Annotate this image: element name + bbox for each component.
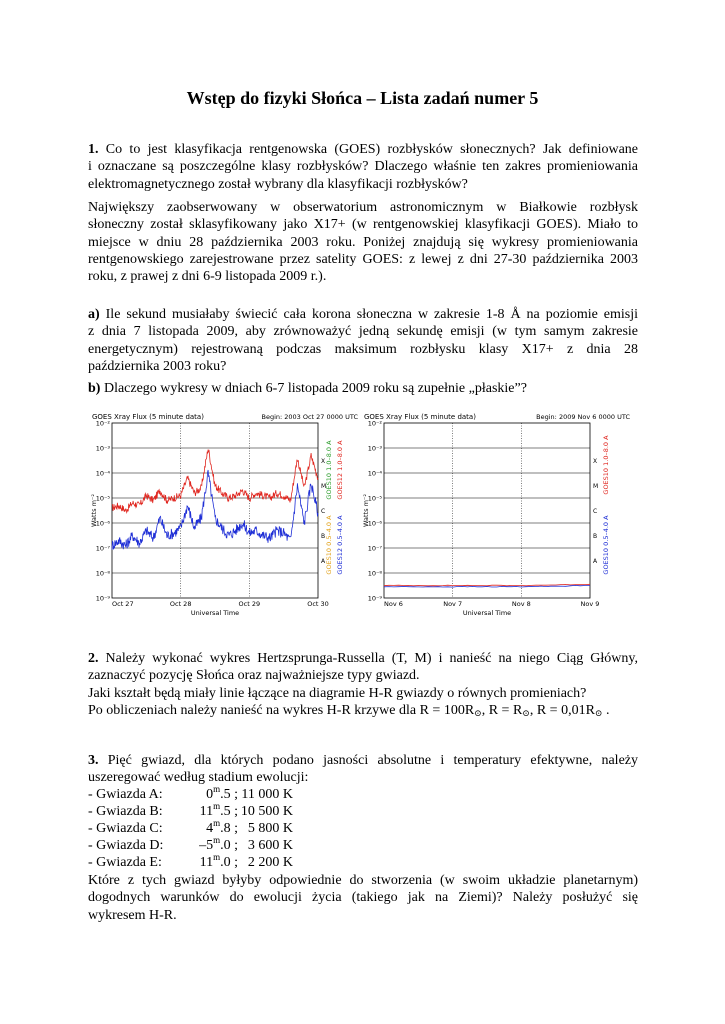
x-tick-label: Nov 9 bbox=[580, 600, 600, 608]
mag-frac: .5 ; bbox=[220, 804, 238, 819]
sun-symbol-2: ⊙ bbox=[522, 707, 530, 718]
task3-closing-line-1: Które z tych gwiazd byłyby odpowiednie do stworzenia (w swoim układzie planetarnym) bbox=[88, 873, 638, 888]
task2-r3: , R = 0,01R bbox=[529, 702, 595, 718]
star-name: - Gwiazda C: bbox=[88, 821, 163, 836]
task1-a-label: a) bbox=[88, 307, 100, 322]
legend-entry: GOES10 1.0–8.0 A bbox=[325, 440, 333, 500]
star-row bbox=[88, 854, 388, 871]
class-label: C bbox=[321, 508, 326, 515]
task1-context-line-4: rentgenowskiego zarejestrowane przez satelity GOES: z lewej z dni 27-30 października 2003 bbox=[88, 251, 638, 267]
x-axis-label: Universal Time bbox=[190, 609, 240, 617]
y-tick-label: 10⁻⁵ bbox=[367, 494, 382, 503]
star-row bbox=[88, 803, 388, 820]
task1-a-line-2: z dnia 7 listopada 2009, aby zrównoważyć jedną sekundę emisji (w tym samym zakresie bbox=[88, 324, 638, 340]
plot-frame bbox=[384, 423, 590, 598]
class-label: A bbox=[593, 558, 598, 565]
star-magnitude bbox=[178, 837, 238, 854]
x-tick-label: Nov 8 bbox=[511, 600, 531, 608]
y-tick-label: 10⁻⁹ bbox=[367, 594, 382, 603]
task3-number: 3. bbox=[88, 753, 99, 768]
task2-line-1: Należy wykonać wykres Hertzsprunga-Russella (T, M) i nanieść na niego Ciąg Główny, bbox=[98, 651, 638, 666]
x-tick-label: Nov 7 bbox=[443, 600, 463, 608]
y-tick-label: 10⁻² bbox=[95, 419, 110, 428]
x-axis-label: Universal Time bbox=[462, 609, 512, 617]
mag-sup: m bbox=[213, 835, 221, 845]
chart-begin-label: Begin: 2003 Oct 27 0000 UTC bbox=[261, 413, 358, 421]
star-temperature: 3 600 K bbox=[247, 838, 293, 853]
chart-title: GOES Xray Flux (5 minute data) bbox=[92, 413, 204, 421]
y-tick-label: 10⁻³ bbox=[95, 444, 110, 453]
task2-line-4 bbox=[88, 702, 638, 719]
legend-entry: GOES10 0.5–4.0 A bbox=[602, 515, 610, 575]
task3-question bbox=[88, 752, 638, 787]
task2-r2: , R = R bbox=[481, 702, 523, 718]
y-tick-label: 10⁻⁷ bbox=[95, 544, 110, 553]
task1-a-line-4: października 2003 roku? bbox=[88, 358, 227, 374]
task1-a bbox=[88, 306, 638, 375]
y-tick-label: 10⁻⁴ bbox=[95, 469, 110, 478]
class-label: M bbox=[321, 483, 327, 490]
goes-chart-2003 bbox=[90, 410, 360, 625]
task3-closing-line-2: dogodnych warunków do ewolucji życia (takiego jak na Ziemi)? Należy posłużyć się bbox=[88, 890, 638, 906]
page-title: Wstęp do fizyki Słońca – Lista zadań numer 5 bbox=[186, 88, 539, 108]
y-axis-label: Watts m⁻² bbox=[362, 494, 370, 527]
class-label: X bbox=[321, 458, 326, 465]
task1-context bbox=[88, 199, 638, 285]
task2-end: . bbox=[602, 702, 610, 718]
star-magnitude bbox=[178, 820, 238, 837]
goes-chart-2009 bbox=[362, 410, 632, 625]
legend-entry: GOES12 0.5–4.0 A bbox=[336, 515, 344, 575]
star-magnitude bbox=[178, 854, 238, 871]
task1-number: 1. bbox=[88, 142, 99, 157]
goes-chart-2003-svg bbox=[90, 410, 360, 620]
y-tick-label: 10⁻² bbox=[367, 419, 382, 428]
task1-line-1: Co to jest klasyfikacja rentgenowska (GOES) rozbłysków słonecznych? Jak definiowane bbox=[98, 142, 638, 157]
star-row bbox=[88, 837, 388, 854]
legend-entry: GOES10 0.5–4.0 A bbox=[325, 515, 333, 575]
chart-title: GOES Xray Flux (5 minute data) bbox=[364, 413, 476, 421]
star-list bbox=[88, 786, 388, 871]
mag-int: 11 bbox=[199, 855, 214, 870]
task2-line-2: zaznaczyć pozycję Słońca oraz najważniejsze typy gwiazd. bbox=[88, 668, 420, 684]
chart-begin-label: Begin: 2009 Nov 6 0000 UTC bbox=[536, 413, 630, 421]
star-name: - Gwiazda A: bbox=[88, 787, 163, 802]
star-magnitude bbox=[178, 803, 238, 820]
star-temperature: 2 200 K bbox=[247, 855, 293, 870]
plot-frame bbox=[112, 423, 318, 598]
mag-sup: m bbox=[213, 801, 221, 811]
class-label: X bbox=[593, 458, 598, 465]
goes-chart-2009-svg bbox=[362, 410, 632, 620]
y-tick-label: 10⁻⁸ bbox=[95, 569, 110, 578]
class-label: C bbox=[593, 508, 598, 515]
star-name: - Gwiazda E: bbox=[88, 855, 162, 870]
star-magnitude bbox=[178, 786, 238, 803]
task1-context-line-5: roku, z prawej z dni 6-9 listopada 2009 r.). bbox=[88, 269, 327, 285]
y-tick-label: 10⁻⁶ bbox=[95, 519, 110, 528]
star-temperature: 5 800 K bbox=[247, 821, 293, 836]
legend-entry: GOES12 1.0–8.0 A bbox=[336, 440, 344, 500]
star-row bbox=[88, 820, 388, 837]
mag-int: 4 bbox=[206, 821, 214, 836]
task1-question bbox=[88, 141, 638, 193]
mag-frac: .0 ; bbox=[220, 855, 238, 870]
class-label: A bbox=[321, 558, 326, 565]
mag-frac: .0 ; bbox=[220, 838, 238, 853]
task1-b bbox=[88, 380, 638, 397]
y-tick-label: 10⁻³ bbox=[367, 444, 382, 453]
mag-frac: .5 ; bbox=[220, 787, 238, 802]
task2-question bbox=[88, 650, 638, 719]
task1-context-line-2: słoneczny został sklasyfikowany jako X17+ (w rentgenowskiej klasyfikacji GOES). Miało to bbox=[88, 217, 638, 233]
y-tick-label: 10⁻⁷ bbox=[367, 544, 382, 553]
mag-int: 11 bbox=[199, 804, 214, 819]
task1-line-3: elektromagnetycznego został wybrany dla klasyfikacji rozbłysków? bbox=[88, 176, 468, 192]
star-name: - Gwiazda D: bbox=[88, 838, 164, 853]
star-temperature: 11 000 K bbox=[241, 787, 293, 802]
class-label: B bbox=[321, 533, 326, 540]
x-tick-label: Oct 28 bbox=[169, 600, 192, 608]
star-temperature: 10 500 K bbox=[240, 804, 293, 819]
mag-frac: .8 ; bbox=[220, 821, 238, 836]
star-row bbox=[88, 786, 388, 803]
task3-closing-line-3: wykresem H-R. bbox=[88, 907, 177, 923]
task1-context-line-1: Największy zaobserwowany w obserwatorium astronomicznym w Białkowie rozbłysk bbox=[88, 200, 638, 215]
task1-b-label: b) bbox=[88, 381, 101, 396]
x-tick-label: Oct 30 bbox=[307, 600, 329, 608]
y-axis-label: Watts m⁻² bbox=[90, 494, 98, 527]
sun-symbol-1: ⊙ bbox=[474, 707, 482, 718]
task2-line-3: Jaki kształt będą miały linie łączące na diagramie H-R gwiazdy o równych promieniach? bbox=[88, 685, 587, 701]
mag-sup: m bbox=[213, 784, 221, 794]
task3-line-2: uszeregować według stadium ewolucji: bbox=[88, 770, 309, 786]
task3-line-1: Pięć gwiazd, dla których podano jasności absolutne i temperatury efektywne, należy bbox=[98, 753, 638, 768]
class-label: M bbox=[593, 483, 599, 490]
task1-b-text: Dlaczego wykresy w dniach 6-7 listopada 2009 roku są zupełnie „płaskie”? bbox=[100, 381, 527, 396]
mag-sup: m bbox=[213, 852, 221, 862]
task1-context-line-3: miejsce w dniu 28 października 2003 roku. Poniżej znajdują się wykresy promieniowania bbox=[88, 234, 638, 250]
x-tick-label: Oct 27 bbox=[112, 600, 134, 608]
y-tick-label: 10⁻⁸ bbox=[367, 569, 382, 578]
task3-closing bbox=[88, 872, 638, 924]
y-tick-label: 10⁻⁵ bbox=[95, 494, 110, 503]
y-tick-label: 10⁻⁶ bbox=[367, 519, 382, 528]
class-label: B bbox=[593, 533, 598, 540]
task1-line-2: i oznaczane są poszczególne klasy rozbłysków? Dlaczego właśnie ten zakres promieniowania bbox=[88, 159, 638, 175]
x-tick-label: Oct 29 bbox=[238, 600, 261, 608]
sun-symbol-3: ⊙ bbox=[594, 707, 603, 718]
x-tick-label: Nov 6 bbox=[384, 600, 403, 608]
task2-number: 2. bbox=[88, 651, 99, 666]
task1-a-line-1: Ile sekund musiałaby świecić cała korona słoneczna w zakresie 1-8 Å na poziomie emisji bbox=[99, 307, 638, 322]
task1-a-line-3: energetycznym) rejestrowaną podczas maksimum rozbłysku klasy X17+ z dnia 28 bbox=[88, 341, 638, 357]
mag-int: 0 bbox=[206, 787, 214, 802]
y-tick-label: 10⁻⁴ bbox=[367, 469, 382, 478]
star-name: - Gwiazda B: bbox=[88, 804, 163, 819]
mag-sup: m bbox=[213, 818, 221, 828]
legend-entry: GOES10 1.0–8.0 A bbox=[602, 435, 610, 495]
y-tick-label: 10⁻⁹ bbox=[95, 594, 110, 603]
mag-int: –5 bbox=[199, 838, 214, 853]
task2-line-4-text: Po obliczeniach należy nanieść na wykres H-R krzywe dla R = 100R bbox=[88, 702, 475, 718]
